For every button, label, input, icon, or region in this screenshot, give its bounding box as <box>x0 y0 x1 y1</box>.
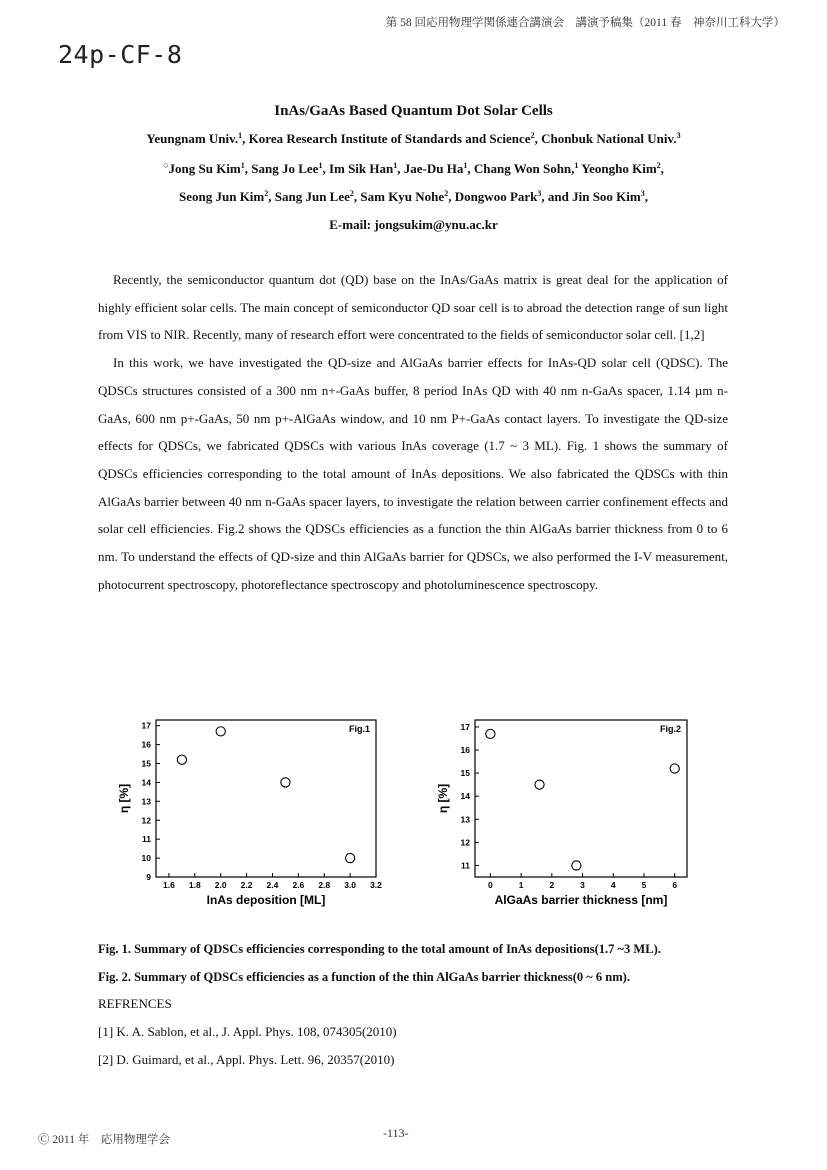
x-tick-label: 1.6 <box>163 880 175 890</box>
x-axis-label: InAs deposition [ML] <box>206 893 326 907</box>
author-sup: 1 <box>240 161 245 170</box>
y-tick-label: 12 <box>460 837 470 848</box>
author-sup: 2 <box>264 189 269 198</box>
authors-line-1 <box>0 160 827 177</box>
author-sup: 1 <box>574 161 579 170</box>
authors-line-2 <box>0 189 827 205</box>
x-tick-label: 2.8 <box>318 880 331 890</box>
author-name: Seong Jun Kim <box>179 189 265 204</box>
author-separator: , <box>644 189 648 204</box>
author-sup: 1 <box>393 161 398 170</box>
author-sup: 1 <box>318 161 323 170</box>
x-tick-label: 2.4 <box>266 880 279 890</box>
x-tick-label: 4 <box>610 880 616 890</box>
affiliation-2-sup: 2 <box>530 131 535 140</box>
y-axis-label: η [%] <box>436 783 450 814</box>
figure-2-chart <box>425 712 705 917</box>
x-tick-label: 2.2 <box>240 880 253 890</box>
y-tick-label: 14 <box>460 791 470 802</box>
y-tick-label: 17 <box>141 720 151 731</box>
footer-copyright: Ⓒ 2011 年 応用物理学会 <box>38 1134 170 1146</box>
plot-frame <box>156 720 376 877</box>
affiliation-1-sup: 1 <box>238 131 243 140</box>
data-point <box>177 755 186 764</box>
contact-email: E-mail: jongsukim@ynu.ac.kr <box>329 217 498 232</box>
affiliation-1: Yeungnam Univ. <box>146 131 239 146</box>
figure-label: Fig.2 <box>659 724 681 734</box>
y-tick-label: 11 <box>142 834 151 845</box>
y-tick-label: 17 <box>460 721 470 732</box>
x-tick-label: 2.6 <box>292 880 305 890</box>
body-paragraph-2: In this work, we have investigated the QD-size and AlGaAs barrier effects for InAs-QD solar cell (QDSC). The QDSCs structures consisted of a 300 nm n+-GaAs buffer, 8 period InAs QD with 40 nm n-GaAs spacer, 1.14 µm n-GaAs, 600 nm p+-GaAs, 50 nm p+-AlGaAs window, and 10 nm P+-GaAs contact layers. To investigate the QD-size effects for QDSCs, we fabricated QDSCs with various InAs coverage (1.7 ~ 3 ML). Fig. 1 shows the summary of QDSCs efficiencies corresponding to the total amount of InAs depositions. We also fabricated the QDSCs with thin AlGaAs barrier between 40 nm n-GaAs spacer layers, to investigate the relation between carrier confinement effects and solar cell efficiencies. Fig.2 shows the QDSCs efficiencies as a function the thin AlGaAs barrier thickness from 0 to 6 nm. To understand the effects of QD-size and thin AlGaAs barrier for QDSCs, we also performed the I-V measurement, photocurrent spectroscopy, photoreflectance spectroscopy and photoluminescence spectroscopy. <box>98 355 728 592</box>
data-point <box>346 853 355 862</box>
y-tick-label: 9 <box>146 872 151 882</box>
figure-2-caption: Fig. 2. Summary of QDSCs efficiencies as a function of the thin AlGaAs barrier thickness(0 ~ 6 nm). <box>98 969 630 984</box>
paper-id: 24p-CF-8 <box>58 40 183 69</box>
x-tick-label: 3.0 <box>344 880 357 890</box>
author-name: , and Jin Soo Kim <box>541 189 641 204</box>
x-tick-label: 3 <box>580 880 585 890</box>
figure-captions <box>98 936 661 991</box>
y-axis-label: η [%] <box>117 783 131 814</box>
data-point <box>216 727 225 736</box>
data-point <box>572 861 581 870</box>
y-tick-label: 16 <box>460 745 470 756</box>
author-name: , Dongwoo Park <box>448 189 538 204</box>
y-tick-label: 15 <box>460 768 470 779</box>
figure-2-svg <box>425 712 705 912</box>
affiliation-3: , Chonbuk National Univ. <box>534 131 677 146</box>
author-name: Jong Su Kim <box>168 161 241 176</box>
reference-item: [1] K. A. Sablon, et al., J. Appl. Phys. 108, 074305(2010) <box>98 1024 397 1039</box>
page-number: -113- <box>383 1126 409 1140</box>
x-tick-label: 2.0 <box>214 880 227 890</box>
x-tick-label: 6 <box>672 880 678 890</box>
references <box>98 990 397 1074</box>
x-tick-label: 5 <box>641 880 647 890</box>
author-sup: 2 <box>349 189 354 198</box>
data-point <box>670 764 679 773</box>
author-name: , Sam Kyu Nohe <box>353 189 445 204</box>
plot-frame <box>475 720 687 877</box>
affiliation-2: , Korea Research Institute of Standards and Science <box>242 131 531 146</box>
y-tick-label: 12 <box>141 815 151 826</box>
figure-1-chart <box>106 712 396 917</box>
author-name: , Sang Jun Lee <box>268 189 350 204</box>
author-name: Yeongho Kim <box>578 161 657 176</box>
author-sup: 1 <box>463 161 468 170</box>
author-sup: 3 <box>640 189 645 198</box>
author-sup: 2 <box>656 161 661 170</box>
data-point <box>535 780 544 789</box>
data-point <box>281 778 290 787</box>
y-tick-label: 10 <box>141 853 151 864</box>
y-tick-label: 15 <box>141 758 151 769</box>
x-tick-label: 1 <box>518 880 524 890</box>
references-heading: REFRENCES <box>98 996 172 1011</box>
author-name: , Chang Won Sohn, <box>467 161 575 176</box>
author-sup: 2 <box>444 189 449 198</box>
figure-1-svg <box>106 712 396 912</box>
figure-1-caption: Fig. 1. Summary of QDSCs efficiencies corresponding to the total amount of InAs depositions(1.7 ~3 ML). <box>98 942 661 956</box>
author-name: , Im Sik Han <box>322 161 394 176</box>
x-tick-label: 2 <box>549 880 555 890</box>
y-tick-label: 13 <box>141 796 151 807</box>
x-tick-label: 3.2 <box>370 880 382 890</box>
affiliations <box>0 131 827 147</box>
conference-header-note: 第 58 回応用物理学関係連合講演会 講演予稿集（2011 春 神奈川工科大学） <box>385 17 785 29</box>
reference-item: [2] D. Guimard, et al., Appl. Phys. Lett. 96, 20357(2010) <box>98 1052 395 1067</box>
affiliation-3-sup: 3 <box>676 131 681 140</box>
author-name: , Sang Jo Lee <box>244 161 319 176</box>
abstract-body <box>98 266 728 598</box>
x-tick-label: 0 <box>487 880 493 890</box>
y-tick-label: 13 <box>460 814 470 825</box>
author-name: , Jae-Du Ha <box>397 161 464 176</box>
paper-title: InAs/GaAs Based Quantum Dot Solar Cells <box>274 103 553 119</box>
y-tick-label: 14 <box>141 777 151 788</box>
body-paragraph-1: Recently, the semiconductor quantum dot (QD) base on the InAs/GaAs matrix is great deal for the application of highly efficient solar cells. The main concept of semiconductor QD soar cell is to abroad the detection range of sun light from VIS to NIR. Recently, many of research effort were concentrated to the fields of semiconductor solar cell. [1,2] <box>98 272 728 343</box>
x-axis-label: AlGaAs barrier thickness [nm] <box>494 893 668 907</box>
author-sup: 3 <box>537 189 542 198</box>
x-tick-label: 1.8 <box>188 880 201 890</box>
y-tick-label: 16 <box>141 739 151 750</box>
author-separator: , <box>660 161 664 176</box>
data-point <box>486 729 495 738</box>
y-tick-label: 11 <box>461 860 470 871</box>
figure-label: Fig.1 <box>348 724 370 734</box>
presenter-mark: ○ <box>163 160 169 170</box>
